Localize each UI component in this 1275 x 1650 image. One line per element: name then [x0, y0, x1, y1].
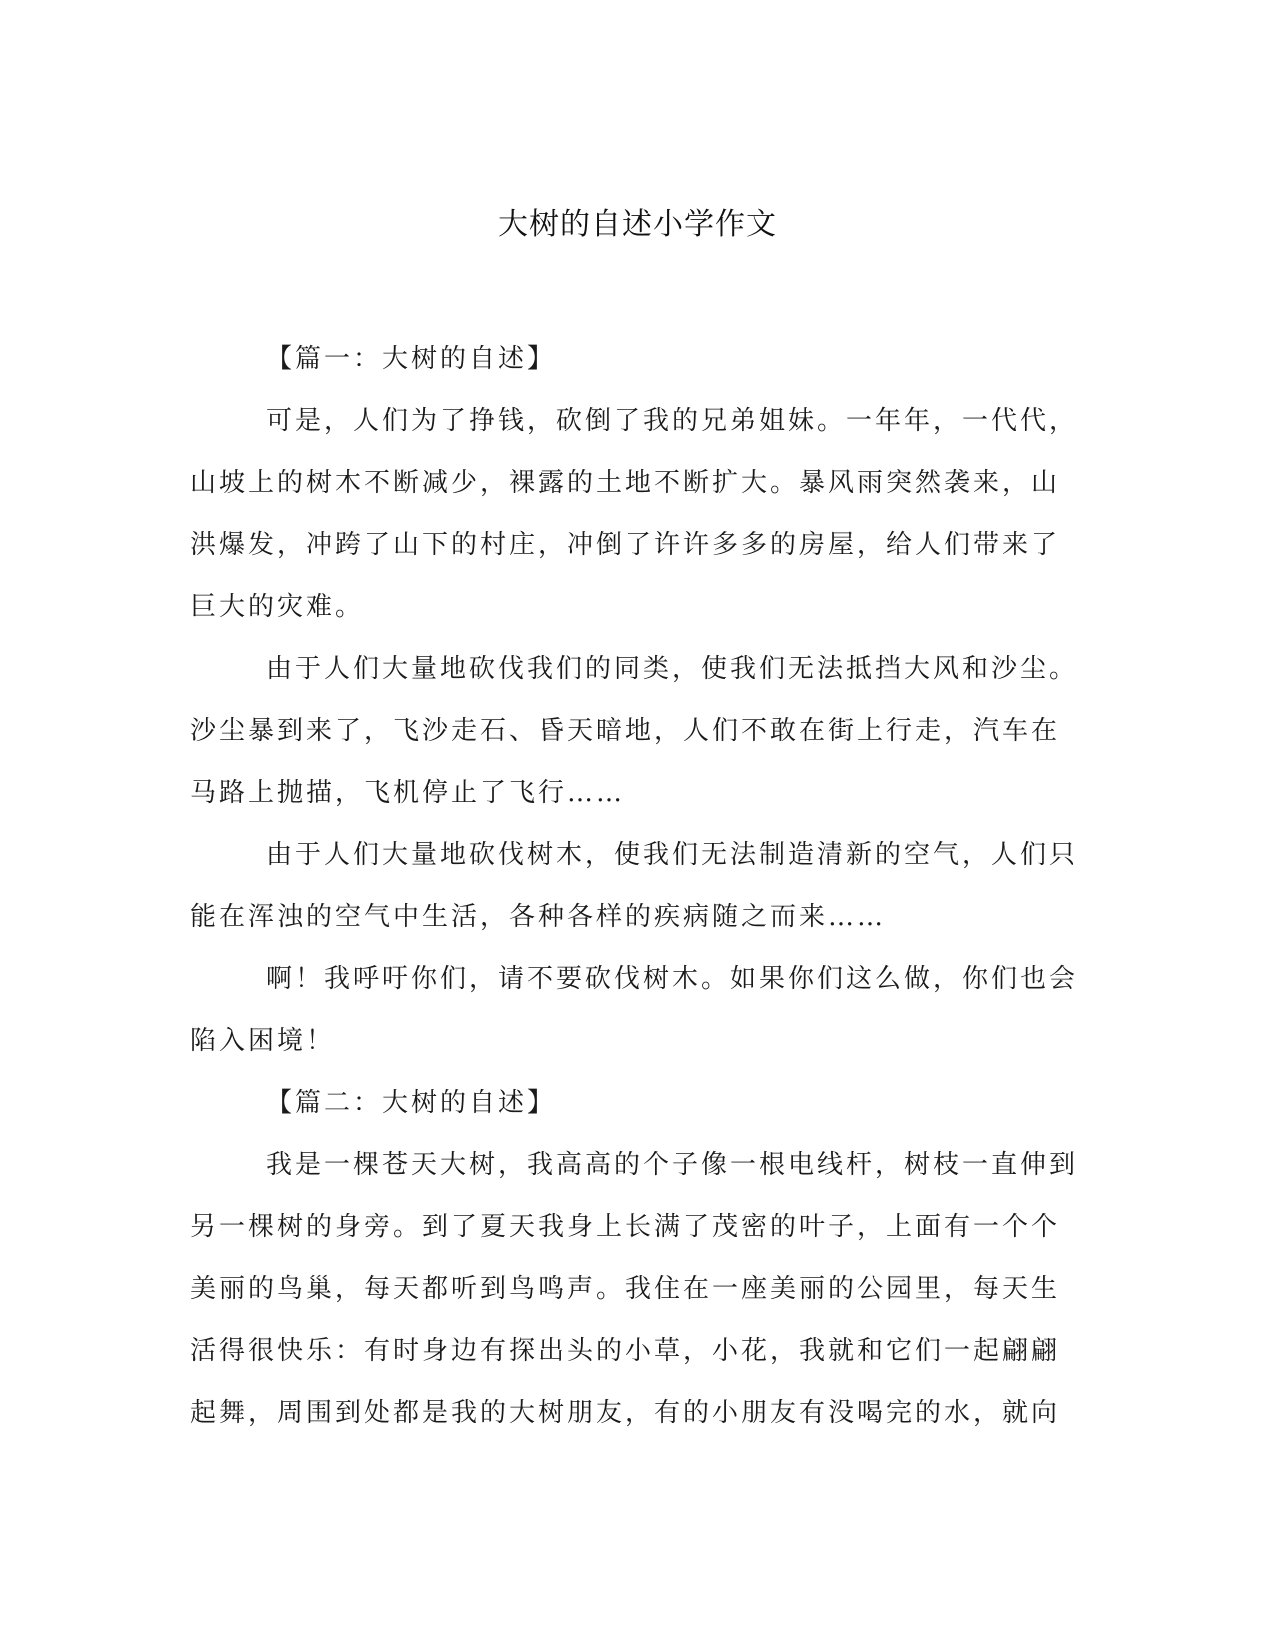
document-body — [190, 328, 1085, 1444]
paragraph: 可是，人们为了挣钱，砍倒了我的兄弟姐妹。一年年，一代代，山坡上的树木不断减少，裸露的土地不断扩大。暴风雨突然袭来，山洪爆发，冲跨了山下的村庄，冲倒了许许多多的房屋，给人们带来了巨大的灾难。 — [190, 406, 1079, 622]
paragraph: 由于人们大量地砍伐树木，使我们无法制造清新的空气，人们只能在浑浊的空气中生活，各种各样的疾病随之而来…… — [190, 840, 1079, 932]
section-heading: 【篇一：大树的自述】 — [266, 344, 557, 374]
paragraph: 啊！我呼吁你们，请不要砍伐树木。如果你们这么做，你们也会陷入困境！ — [190, 964, 1079, 1056]
document-title: 大树的自述小学作文 — [498, 207, 777, 242]
paragraph: 由于人们大量地砍伐我们的同类，使我们无法抵挡大风和沙尘。沙尘暴到来了，飞沙走石、昏天暗地，人们不敢在街上行走，汽车在马路上抛描，飞机停止了飞行…… — [190, 654, 1079, 808]
paragraph: 我是一棵苍天大树，我高高的个子像一根电线杆，树枝一直伸到另一棵树的身旁。到了夏天我身上长满了茂密的叶子，上面有一个个美丽的鸟巢，每天都听到鸟鸣声。我住在一座美丽的公园里，每天生活得很快乐：有时身边有探出头的小草，小花，我就和它们一起翩翩起舞，周围到处都是我的大树朋友，有的小朋友有没喝完的水，就向 — [190, 1150, 1079, 1428]
section-heading: 【篇二：大树的自述】 — [266, 1088, 557, 1118]
